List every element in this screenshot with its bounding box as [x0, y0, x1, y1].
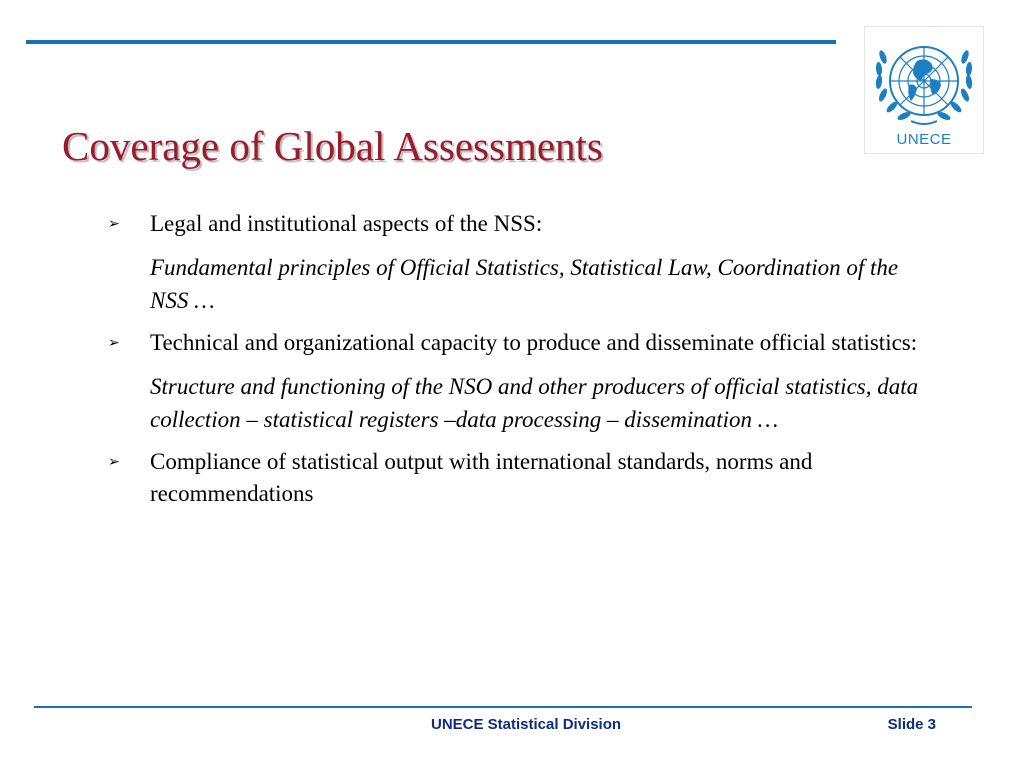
- slide-title: Coverage of Global Assessments: [62, 123, 603, 169]
- bullet-item-compliance: [108, 446, 938, 510]
- bullet-item-capacity: [108, 327, 938, 436]
- bullet-detail: Fundamental principles of Official Statistics, Statistical Law, Coordination of the NSS …: [150, 255, 899, 313]
- arrow-bullet-icon: ➢: [108, 335, 120, 351]
- bullet-item-legal: [108, 208, 938, 317]
- bullet-text: Technical and organizational capacity to produce and disseminate official statistics:: [150, 330, 918, 355]
- bullet-text: Compliance of statistical output with international standards, norms and recommendations: [150, 449, 813, 506]
- top-divider: [26, 40, 836, 44]
- bullet-list: [108, 208, 938, 520]
- arrow-bullet-icon: ➢: [108, 454, 120, 470]
- unece-logo: [864, 26, 984, 154]
- slide-number: Slide 3: [887, 716, 936, 733]
- footer-divider: [34, 706, 972, 708]
- bullet-text: Legal and institutional aspects of the NSS:: [150, 211, 543, 236]
- un-emblem-icon: [865, 27, 983, 131]
- arrow-bullet-icon: ➢: [108, 216, 120, 232]
- footer-organization: UNECE Statistical Division: [431, 716, 622, 733]
- logo-label: UNECE: [896, 131, 952, 148]
- bullet-detail: Structure and functioning of the NSO and other producers of official statistics, data collection – statistical registers –data processing – dissemination …: [150, 374, 919, 432]
